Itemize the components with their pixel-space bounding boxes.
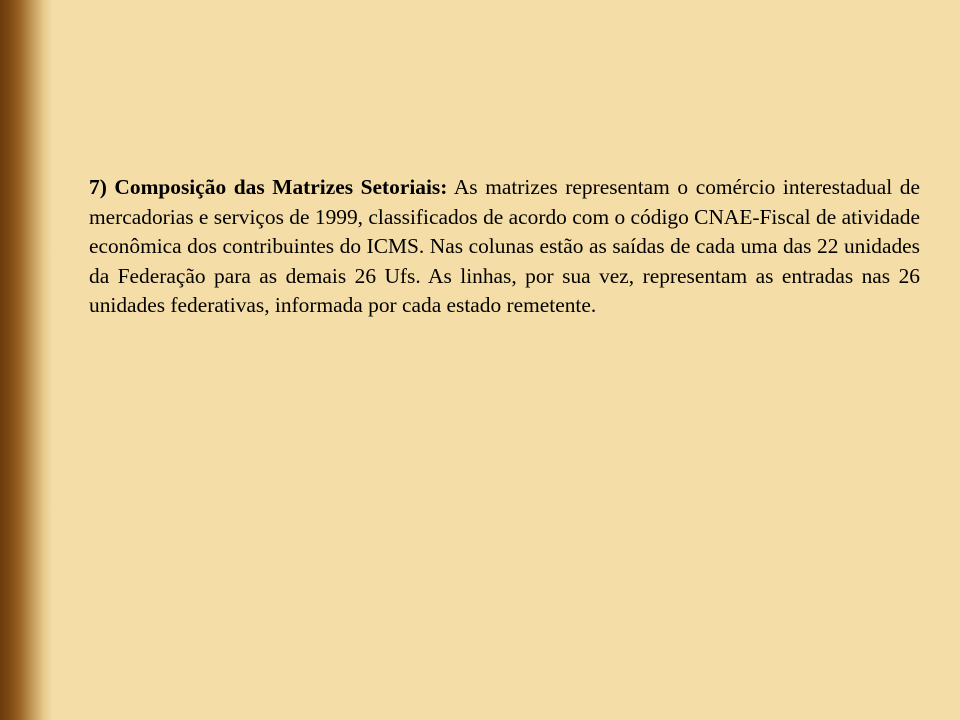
decorative-left-band [0,0,52,720]
section-heading: 7) Composição das Matrizes Setoriais: [89,175,448,199]
paragraph-body: As matrizes representam o comércio interestadual de mercadorias e serviços de 1999, classificados de acordo com o código CNAE-Fiscal de atividade econômica dos contribuintes do ICMS. Nas colunas estão as saídas de cada uma das 22 unidades da Federação para as demais 26 Ufs. As linhas, por sua vez, representam as entradas nas 26 unidades federativas, informada por cada estado remetente. [89,175,920,318]
slide-paragraph [89,173,920,321]
